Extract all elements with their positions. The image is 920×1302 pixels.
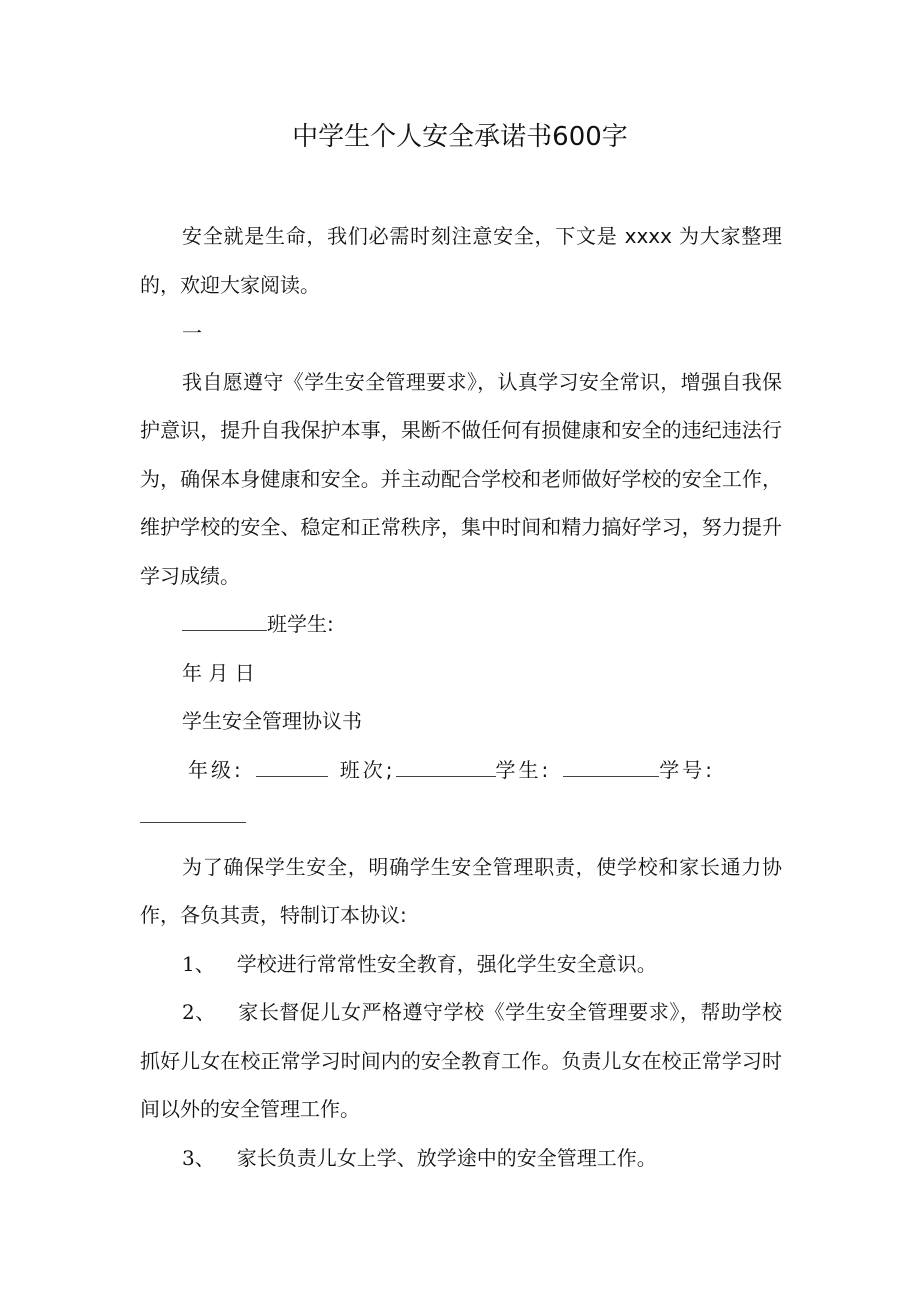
student-label: 学生: xyxy=(495,757,552,782)
date-line: 年 月 日 xyxy=(182,660,255,685)
class-blank xyxy=(182,612,267,631)
class-label: 班次; xyxy=(339,757,396,782)
section-mark: 一 xyxy=(182,321,202,345)
student-name-blank xyxy=(563,758,659,777)
document-body xyxy=(140,212,782,1182)
item-number: 2、 xyxy=(182,1000,216,1024)
student-number-line xyxy=(140,794,782,843)
document-title: 中学生个人安全承诺书600字 xyxy=(292,122,628,152)
intro-paragraph: 安全就是生命，我们必需时刻注意安全，下文是 xxxx 为大家整理的，欢迎大家阅读。 xyxy=(140,224,782,297)
item-text: 学校进行常常性安全教育，强化学生安全意识。 xyxy=(236,951,657,976)
agreement-title: 学生安全管理协议书 xyxy=(182,709,362,733)
class-number-blank xyxy=(396,758,496,777)
agreement-item-2 xyxy=(140,988,782,1134)
class-student-line xyxy=(140,600,782,649)
agreement-item-3 xyxy=(140,1134,782,1183)
student-info-form xyxy=(140,746,782,795)
pledge-paragraph: 我自愿遵守《学生安全管理要求》，认真学习安全常识，增强自我保护意识，提升自我保护本事，果断不做任何有损健康和安全的违纪违法行为，确保本身健康和安全。并主动配合学校和老师做好学校的安全工作，维护学校的安全、稳定和正常秩序，集中时间和精力搞好学习，努力提升学习成绩。 xyxy=(140,369,782,588)
agreement-intro-paragraph: 为了确保学生安全，明确学生安全管理职责，使学校和家长通力协作，各负其责，特制订本协议: xyxy=(140,854,782,927)
item-text: 家长负责儿女上学、放学途中的安全管理工作。 xyxy=(236,1145,657,1170)
class-student-label: 班学生: xyxy=(267,612,334,636)
item-text: 家长督促儿女严格遵守学校《学生安全管理要求》，帮助学校抓好儿女在校正常学习时间内的安全教育工作。负责儿女在校正常学习时间以外的安全管理工作。 xyxy=(140,1000,782,1121)
number-label: 学号: xyxy=(659,757,715,782)
agreement-item-1 xyxy=(140,940,782,989)
grade-blank xyxy=(256,758,328,777)
grade-label: 年级: xyxy=(188,757,244,782)
student-number-blank xyxy=(140,804,246,823)
item-number: 3、 xyxy=(182,1145,215,1170)
item-number: 1、 xyxy=(182,951,215,976)
